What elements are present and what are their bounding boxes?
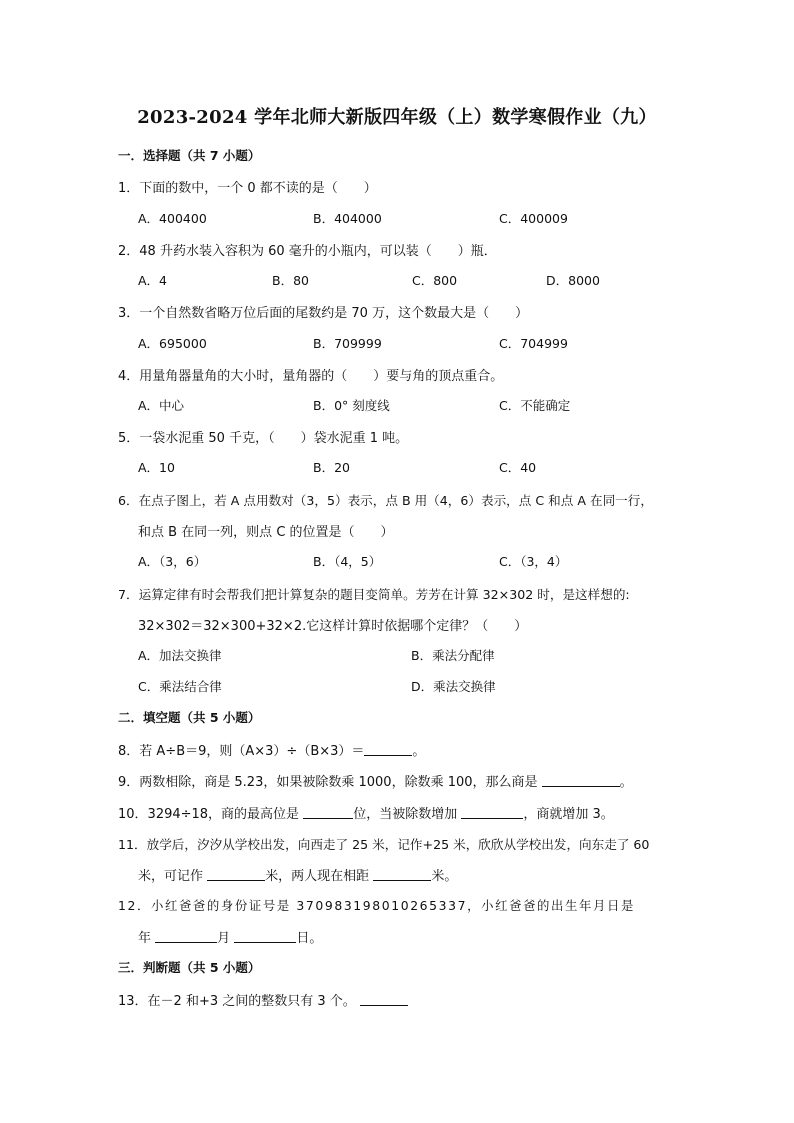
q12-blank-day[interactable] xyxy=(234,930,296,943)
q3-option-a: A．695000 xyxy=(138,336,207,351)
q7-option-b: B．乘法分配律 xyxy=(411,648,495,663)
q8-end: 。 xyxy=(412,744,426,759)
q2-option-b: B．80 xyxy=(272,273,309,288)
question-1-stem: 1．下面的数中，一个 0 都不读的是（ ） xyxy=(118,181,377,196)
q9-end: 。 xyxy=(619,775,633,790)
q10-part3: ，商就增加 3。 xyxy=(523,807,614,822)
q11-part1: 米，可记作 xyxy=(138,869,204,884)
q12-part2: 月 xyxy=(217,931,231,946)
q12-part3: 日。 xyxy=(296,931,323,946)
q2-option-d: D．8000 xyxy=(546,273,600,288)
q11-blank-2[interactable] xyxy=(373,868,431,881)
question-7-stem-line1: 7．运算定律有时会帮我们把计算复杂的题目变简单。芳芳在计算 32×302 时，是这样想的: xyxy=(118,587,630,602)
q10-part1: 10．3294÷18，商的最高位是 xyxy=(118,807,300,822)
q7-option-a: A．加法交换律 xyxy=(138,648,222,663)
q3-option-b: B．709999 xyxy=(313,336,382,351)
q6-option-b: B．（4，5） xyxy=(313,554,382,569)
q9-answer-blank[interactable] xyxy=(542,774,620,787)
q5-option-c: C．40 xyxy=(499,460,537,475)
q1-option-c: C．400009 xyxy=(499,211,568,226)
q4-option-c: C．不能确定 xyxy=(499,398,571,413)
question-11-line1: 11．放学后，汐汐从学校出发，向西走了 25 米，记作+25 米，欣欣从学校出发，向东走了 60 xyxy=(118,837,650,852)
question-8 xyxy=(118,740,425,759)
q2-option-c: C．800 xyxy=(412,273,458,288)
q4-option-a: A．中心 xyxy=(138,398,185,413)
q13-text: 13．在－2 和+3 之间的整数只有 3 个。 xyxy=(118,994,356,1009)
q10-part2: 位，当被除数增加 xyxy=(353,807,458,822)
q11-part3: 米。 xyxy=(431,869,458,884)
question-6-stem-line2: 和点 B 在同一列，则点 C 的位置是（ ） xyxy=(138,525,394,540)
question-10 xyxy=(118,803,614,822)
section-heading-fill: 二．填空题（共 5 小题） xyxy=(118,710,261,725)
q6-option-c: C．（3，4） xyxy=(499,554,568,569)
q11-blank-1[interactable] xyxy=(207,868,265,881)
q10-blank-1[interactable] xyxy=(303,806,353,819)
question-7-stem-line2: 32×302＝32×300+32×2.它这样计算时依据哪个定律？（ ） xyxy=(138,619,528,634)
question-13 xyxy=(118,990,408,1009)
q9-text: 9．两数相除，商是 5.23，如果被除数乘 1000，除数乘 100，那么商是 xyxy=(118,775,538,790)
q13-answer-blank[interactable] xyxy=(360,993,408,1006)
q5-option-b: B．20 xyxy=(313,460,350,475)
question-2-stem: 2．48 升药水装入容积为 60 毫升的小瓶内，可以装（ ）瓶． xyxy=(118,244,497,259)
page-title: 2023-2024 学年北师大新版四年级（上）数学寒假作业（九） xyxy=(137,107,657,128)
q7-option-c: C．乘法结合律 xyxy=(138,679,222,694)
q2-option-a: A．4 xyxy=(138,273,168,288)
q10-blank-2[interactable] xyxy=(461,806,523,819)
question-9 xyxy=(118,771,633,790)
section-heading-judge: 三．判断题（共 5 小题） xyxy=(118,960,261,975)
question-6-stem-line1: 6．在点子图上，若 A 点用数对（3，5）表示，点 B 用（4，6）表示，点 C 和点 A 在同一行， xyxy=(118,493,653,508)
question-4-stem: 4．用量角器量角的大小时，量角器的（ ）要与角的顶点重合。 xyxy=(118,369,504,384)
question-12-line2 xyxy=(138,927,322,946)
q5-option-a: A．10 xyxy=(138,460,175,475)
q6-option-a: A．（3，6） xyxy=(138,554,207,569)
question-11-line2 xyxy=(138,865,457,884)
q8-text: 8．若 A÷B＝9，则（A×3）÷（B×3）＝ xyxy=(118,744,365,759)
q1-option-a: A．400400 xyxy=(138,211,207,226)
q12-part1: 年 xyxy=(138,931,152,946)
question-3-stem: 3．一个自然数省略万位后面的尾数约是 70 万，这个数最大是（ ） xyxy=(118,306,529,321)
q4-option-b: B．0° 刻度线 xyxy=(313,398,390,413)
section-heading-choice: 一．选择题（共 7 小题） xyxy=(118,148,261,163)
q12-blank-month[interactable] xyxy=(155,930,217,943)
q3-option-c: C．704999 xyxy=(499,336,568,351)
question-12-line1: 12．小红爸爸的身份证号是 370983198010265337，小红爸爸的出生年月日是 xyxy=(118,898,635,913)
q1-option-b: B．404000 xyxy=(313,211,382,226)
q7-option-d: D．乘法交换律 xyxy=(411,679,496,694)
question-5-stem: 5．一袋水泥重 50 千克，（ ）袋水泥重 1 吨。 xyxy=(118,431,409,446)
q8-answer-blank[interactable] xyxy=(364,743,412,756)
q11-part2: 米，两人现在相距 xyxy=(265,869,370,884)
